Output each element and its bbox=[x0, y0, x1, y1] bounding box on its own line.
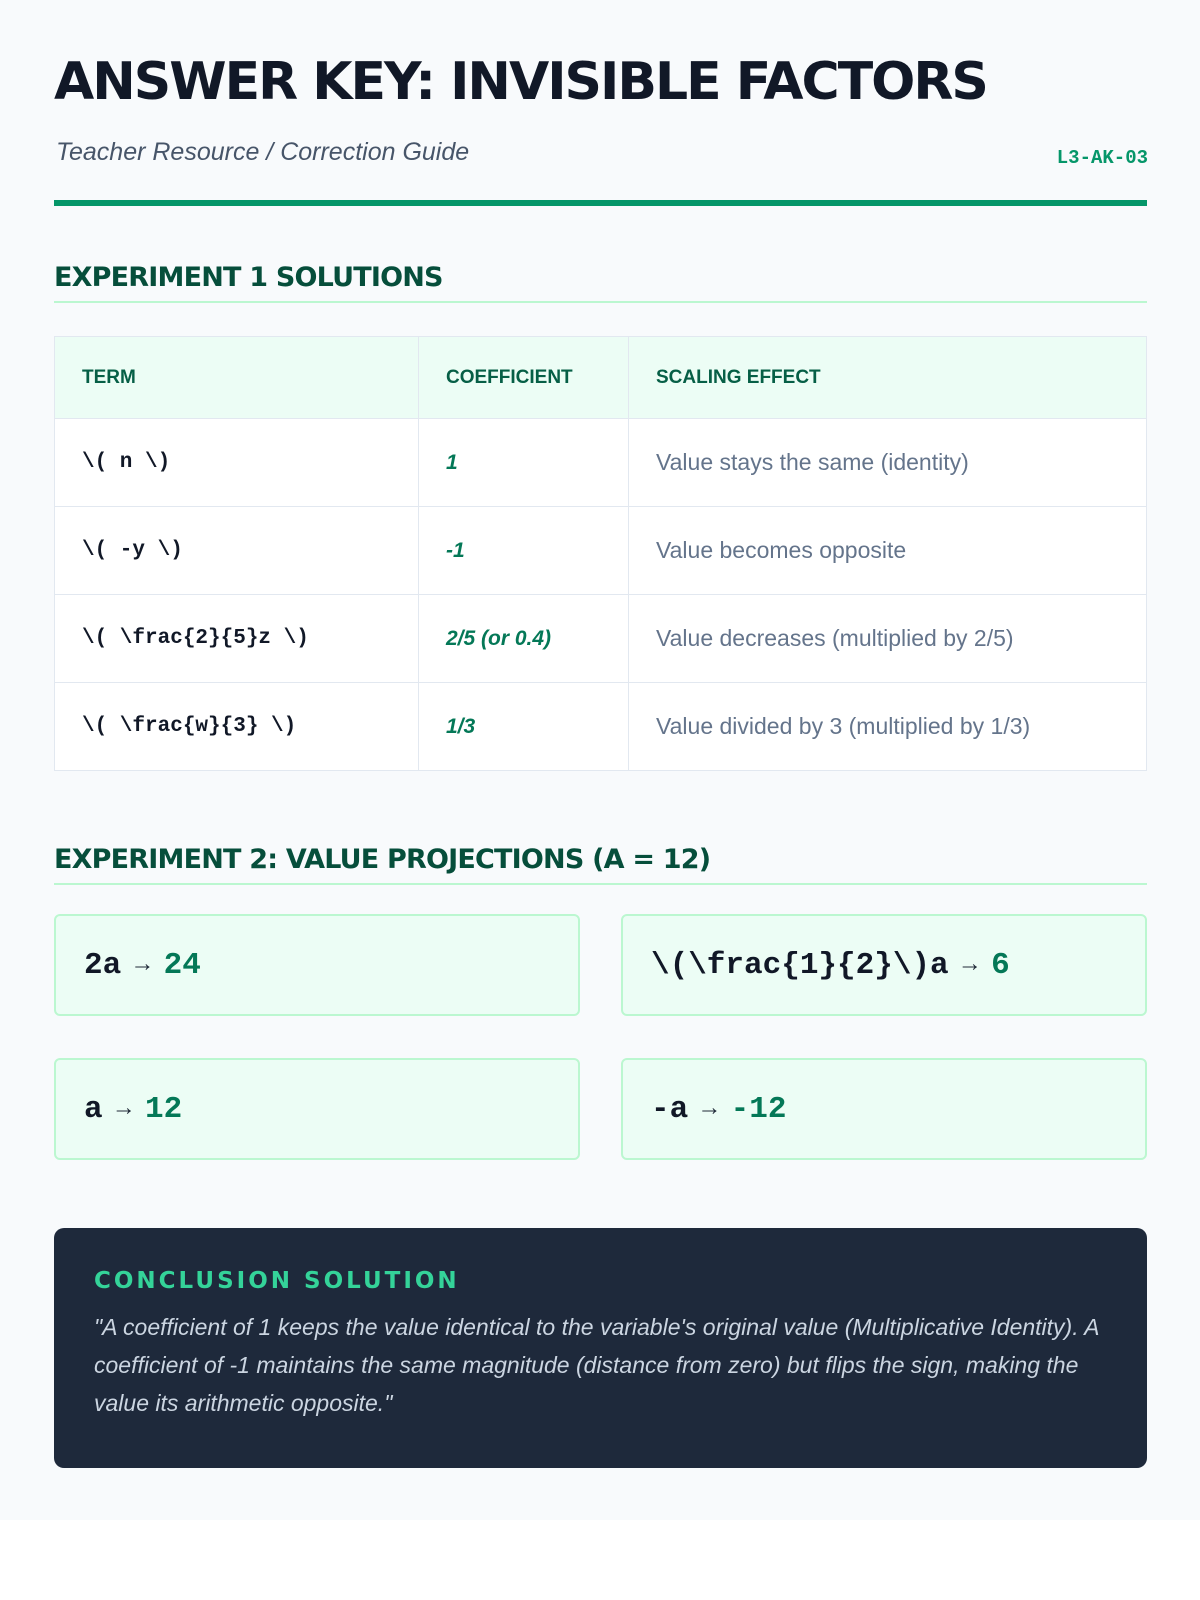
projection-card bbox=[621, 914, 1147, 1016]
projection-value: 6 bbox=[991, 947, 1010, 983]
table-row bbox=[55, 683, 1147, 771]
projection-expression: a bbox=[84, 1091, 103, 1127]
effect-cell: Value decreases (multiplied by 2/5) bbox=[629, 595, 1147, 683]
conclusion-panel bbox=[54, 1228, 1147, 1468]
document-code: L3-AK-03 bbox=[1056, 147, 1148, 169]
table-row bbox=[55, 507, 1147, 595]
conclusion-heading: CONCLUSION SOLUTION bbox=[94, 1268, 460, 1294]
projection-expression: 2a bbox=[84, 947, 122, 983]
arrow-icon: → bbox=[116, 1095, 132, 1123]
column-header-scaling-effect: SCALING EFFECT bbox=[629, 337, 1147, 419]
arrow-icon: → bbox=[962, 951, 978, 979]
projection-expression: -a bbox=[651, 1091, 689, 1127]
arrow-icon: → bbox=[135, 951, 150, 979]
page-subtitle: Teacher Resource / Correction Guide bbox=[56, 138, 470, 166]
projection-card bbox=[54, 914, 580, 1016]
projection-value: 24 bbox=[163, 947, 201, 983]
column-header-coefficient: COEFFICIENT bbox=[419, 337, 629, 419]
effect-cell: Value becomes opposite bbox=[629, 507, 1147, 595]
header-divider bbox=[54, 200, 1147, 206]
coefficient-cell: 1 bbox=[419, 419, 629, 507]
page-title: ANSWER KEY: INVISIBLE FACTORS bbox=[54, 52, 987, 112]
term-cell: \( -y \) bbox=[55, 507, 419, 595]
table-row bbox=[55, 419, 1147, 507]
solutions-table bbox=[54, 336, 1147, 771]
column-header-term: TERM bbox=[55, 337, 419, 419]
term-cell: \( \frac{w}{3} \) bbox=[55, 683, 419, 771]
term-cell: \( \frac{2}{5}z \) bbox=[55, 595, 419, 683]
coefficient-cell: 2/5 (or 0.4) bbox=[419, 595, 629, 683]
effect-cell: Value stays the same (identity) bbox=[629, 419, 1147, 507]
arrow-icon: → bbox=[702, 1095, 717, 1123]
term-cell: \( n \) bbox=[55, 419, 419, 507]
effect-cell: Value divided by 3 (multiplied by 1/3) bbox=[629, 683, 1147, 771]
experiment-2-heading: EXPERIMENT 2: VALUE PROJECTIONS (A = 12) bbox=[54, 844, 1147, 885]
experiment-1-heading: EXPERIMENT 1 SOLUTIONS bbox=[54, 262, 1147, 303]
projection-expression: \(\frac{1}{2}\)a bbox=[651, 947, 949, 983]
table-row bbox=[55, 595, 1147, 683]
projection-value: -12 bbox=[730, 1091, 787, 1127]
coefficient-cell: -1 bbox=[419, 507, 629, 595]
projection-value: 12 bbox=[145, 1091, 183, 1127]
projection-card bbox=[621, 1058, 1147, 1160]
projection-card bbox=[54, 1058, 580, 1160]
coefficient-cell: 1/3 bbox=[419, 683, 629, 771]
conclusion-text: "A coefficient of 1 keeps the value identical to the variable's original value (Multiplicative Identity). A coefficient of -1 maintains the same magnitude (distance from zero) but flips the sign, making the value its arithmetic opposite." bbox=[94, 1314, 1099, 1416]
table-header-row bbox=[55, 337, 1147, 419]
